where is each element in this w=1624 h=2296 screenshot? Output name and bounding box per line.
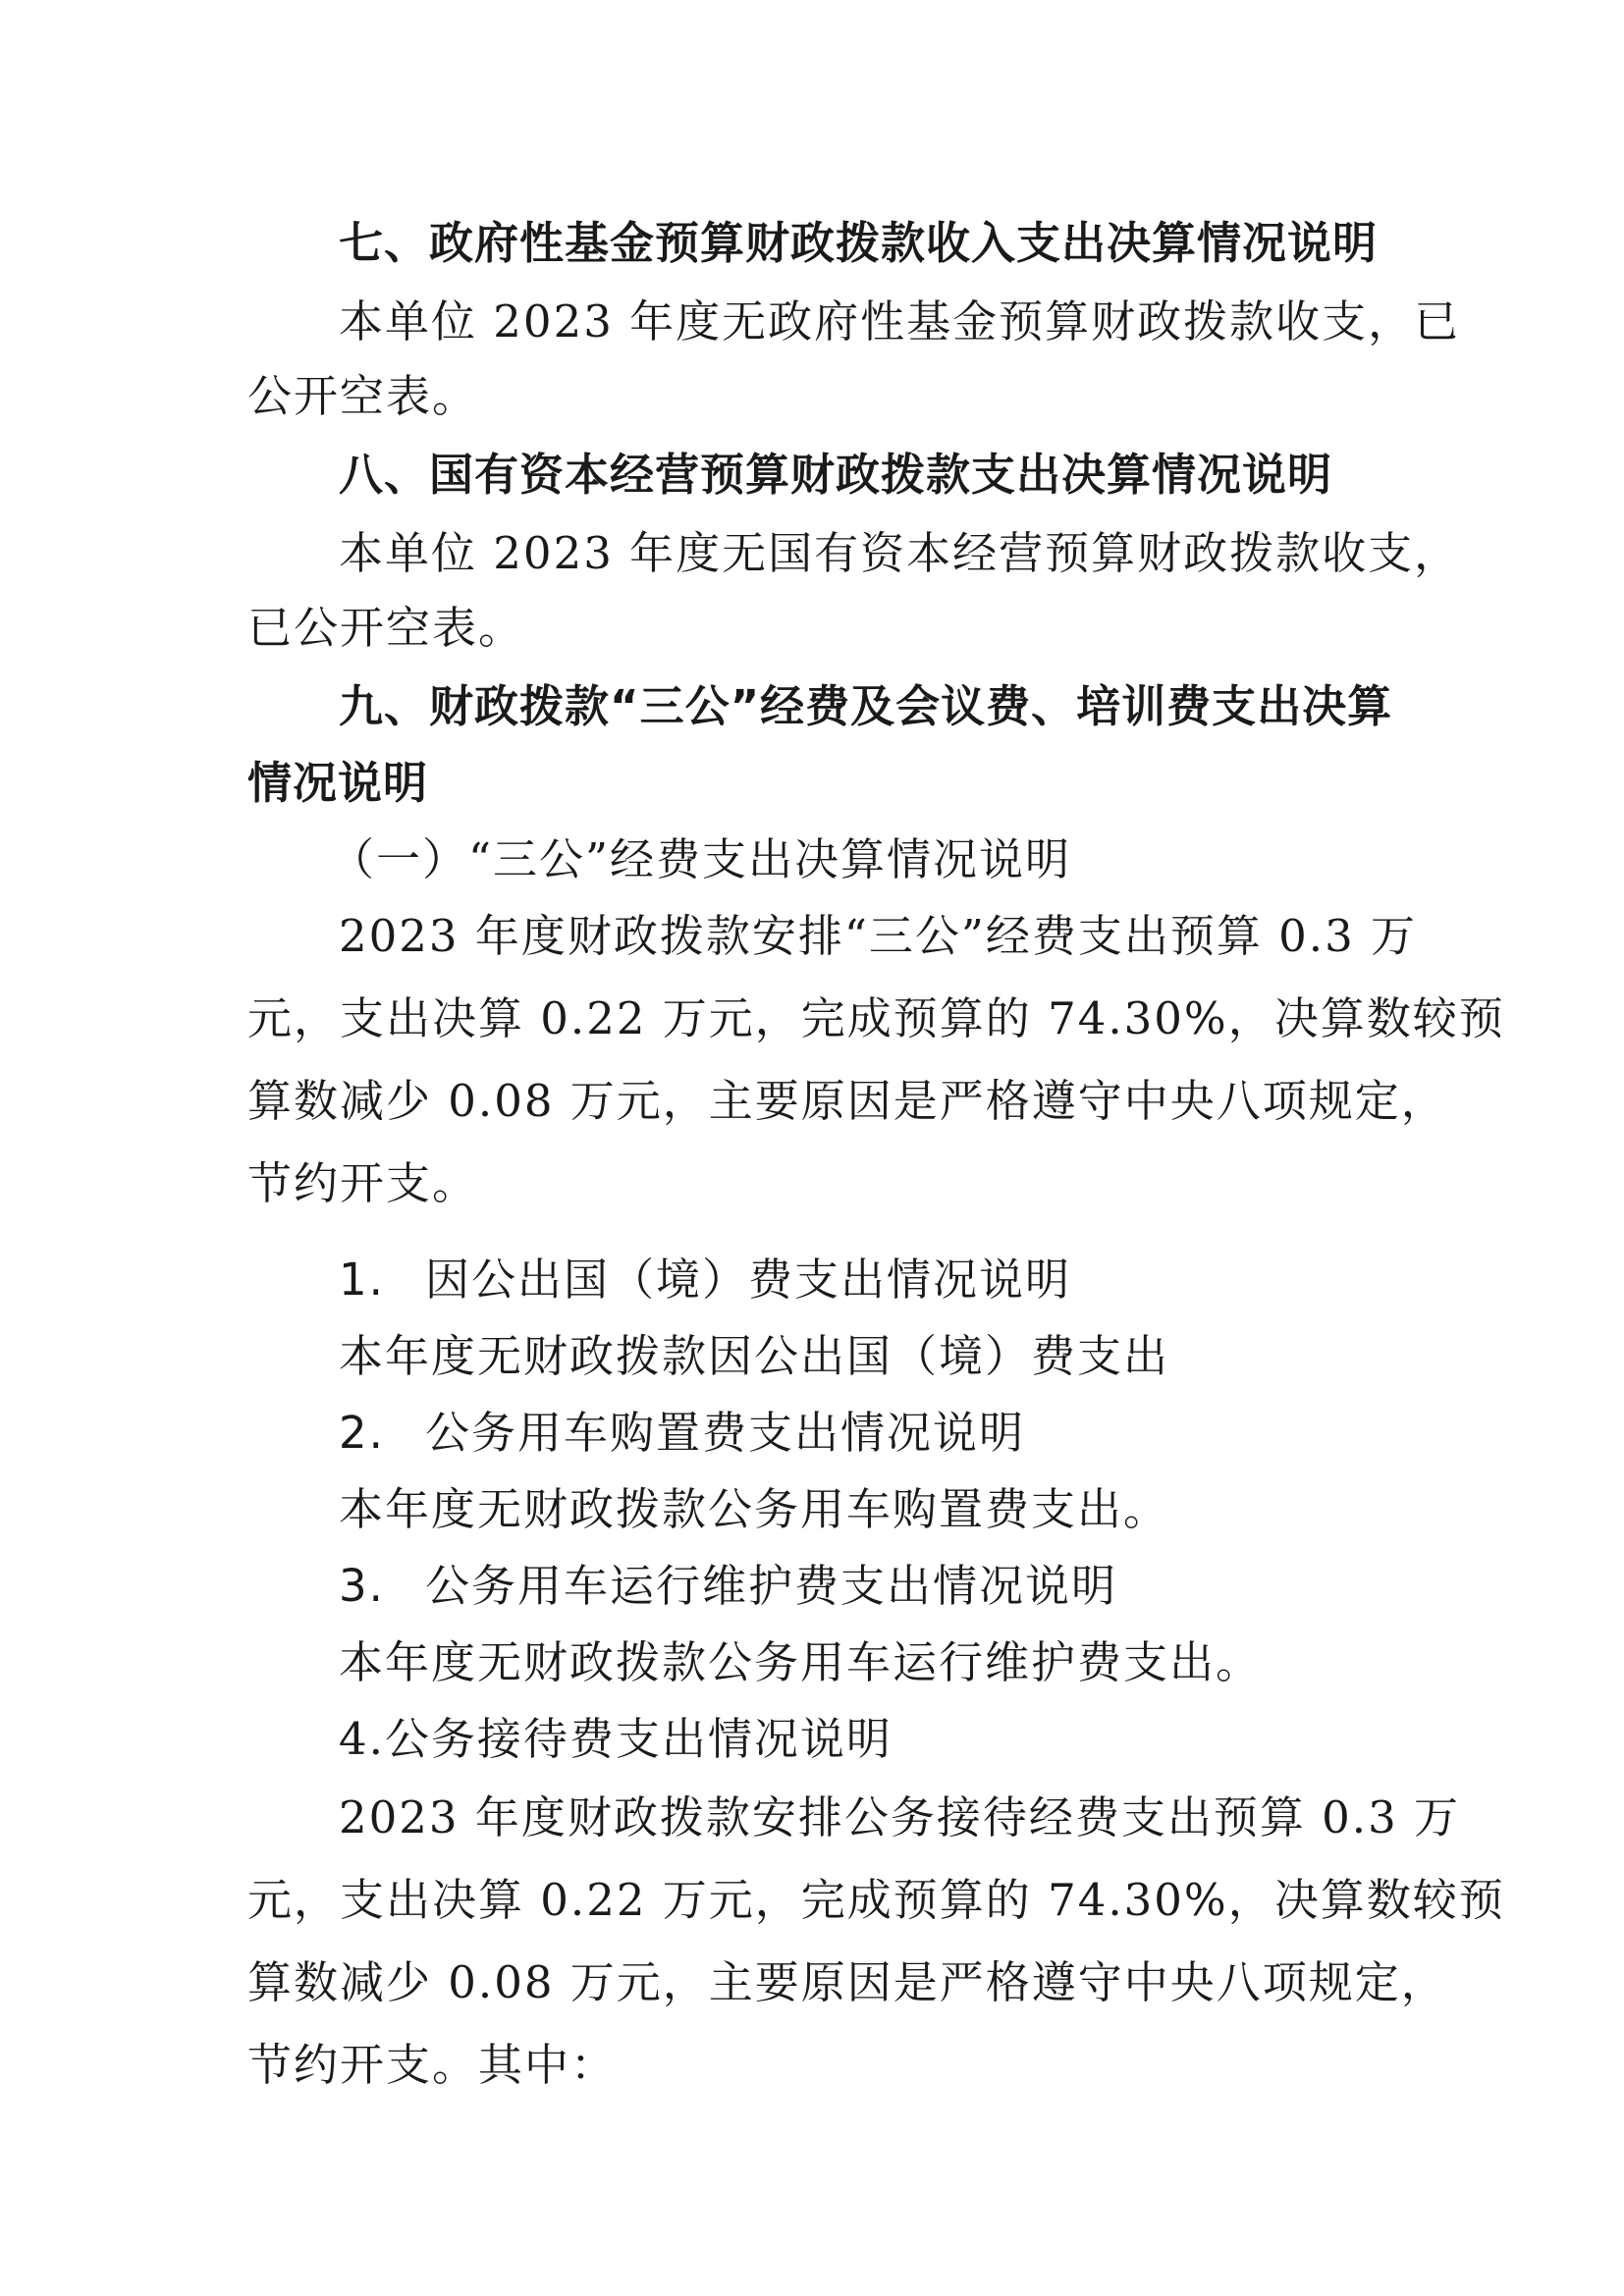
section-7-body-line-2: 公开空表。 — [247, 370, 479, 422]
item-2-title-text: 公务用车购置费支出情况说明 — [425, 1407, 1026, 1459]
item-3-title — [339, 1557, 1117, 1616]
section-7-body-line-1: 本单位 2023 年度无政府性基金预算财政拨款收支，已 — [339, 295, 1461, 347]
subsection-1-para-line-4: 节约开支。 — [247, 1157, 479, 1209]
subsection-1-para-line-3: 算数减少 0.08 万元，主要原因是严格遵守中央八项规定， — [247, 1075, 1447, 1127]
item-3-title-text: 公务用车运行维护费支出情况说明 — [425, 1560, 1118, 1612]
item-2-title — [339, 1404, 1025, 1463]
item-1-body: 本年度无财政拨款因公出国（境）费支出 — [339, 1330, 1170, 1382]
subsection-1-para-line-2: 元，支出决算 0.22 万元，完成预算的 74.30%，决算数较预 — [247, 992, 1505, 1044]
item-3-body: 本年度无财政拨款公务用车运行维护费支出。 — [339, 1636, 1263, 1688]
item-2-body: 本年度无财政拨款公务用车购置费支出。 — [339, 1483, 1170, 1535]
section-8-heading: 八、国有资本经营预算财政拨款支出决算情况说明 — [339, 449, 1333, 501]
section-8-body-line-2: 已公开空表。 — [247, 602, 525, 654]
item-4-para-line-4: 节约开支。其中： — [247, 2039, 618, 2091]
item-4-para-line-3: 算数减少 0.08 万元，主要原因是严格遵守中央八项规定， — [247, 1956, 1447, 2008]
subsection-1-title: （一）“三公”经费支出决算情况说明 — [330, 833, 1072, 885]
item-4-title: 4.公务接待费支出情况说明 — [339, 1713, 893, 1765]
section-8-body-line-1: 本单位 2023 年度无国有资本经营预算财政拨款收支， — [339, 527, 1461, 579]
subsection-1-para-line-1: 2023 年度财政拨款安排“三公”经费支出预算 0.3 万 — [339, 910, 1418, 962]
item-1-title — [339, 1251, 1071, 1309]
section-7-heading: 七、政府性基金预算财政拨款收入支出决算情况说明 — [339, 217, 1379, 269]
item-1-number: 1. — [339, 1254, 385, 1306]
item-3-number: 3. — [339, 1560, 385, 1612]
section-9-heading-line-2: 情况说明 — [247, 757, 429, 809]
item-4-para-line-2: 元，支出决算 0.22 万元，完成预算的 74.30%，决算数较预 — [247, 1874, 1505, 1926]
item-4-para-line-1: 2023 年度财政拨款安排公务接待经费支出预算 0.3 万 — [339, 1791, 1461, 1843]
item-1-title-text: 因公出国（境）费支出情况说明 — [425, 1254, 1072, 1306]
section-9-heading-line-1: 九、财政拨款“三公”经费及会议费、培训费支出决算 — [339, 680, 1393, 732]
item-2-number: 2. — [339, 1407, 385, 1459]
